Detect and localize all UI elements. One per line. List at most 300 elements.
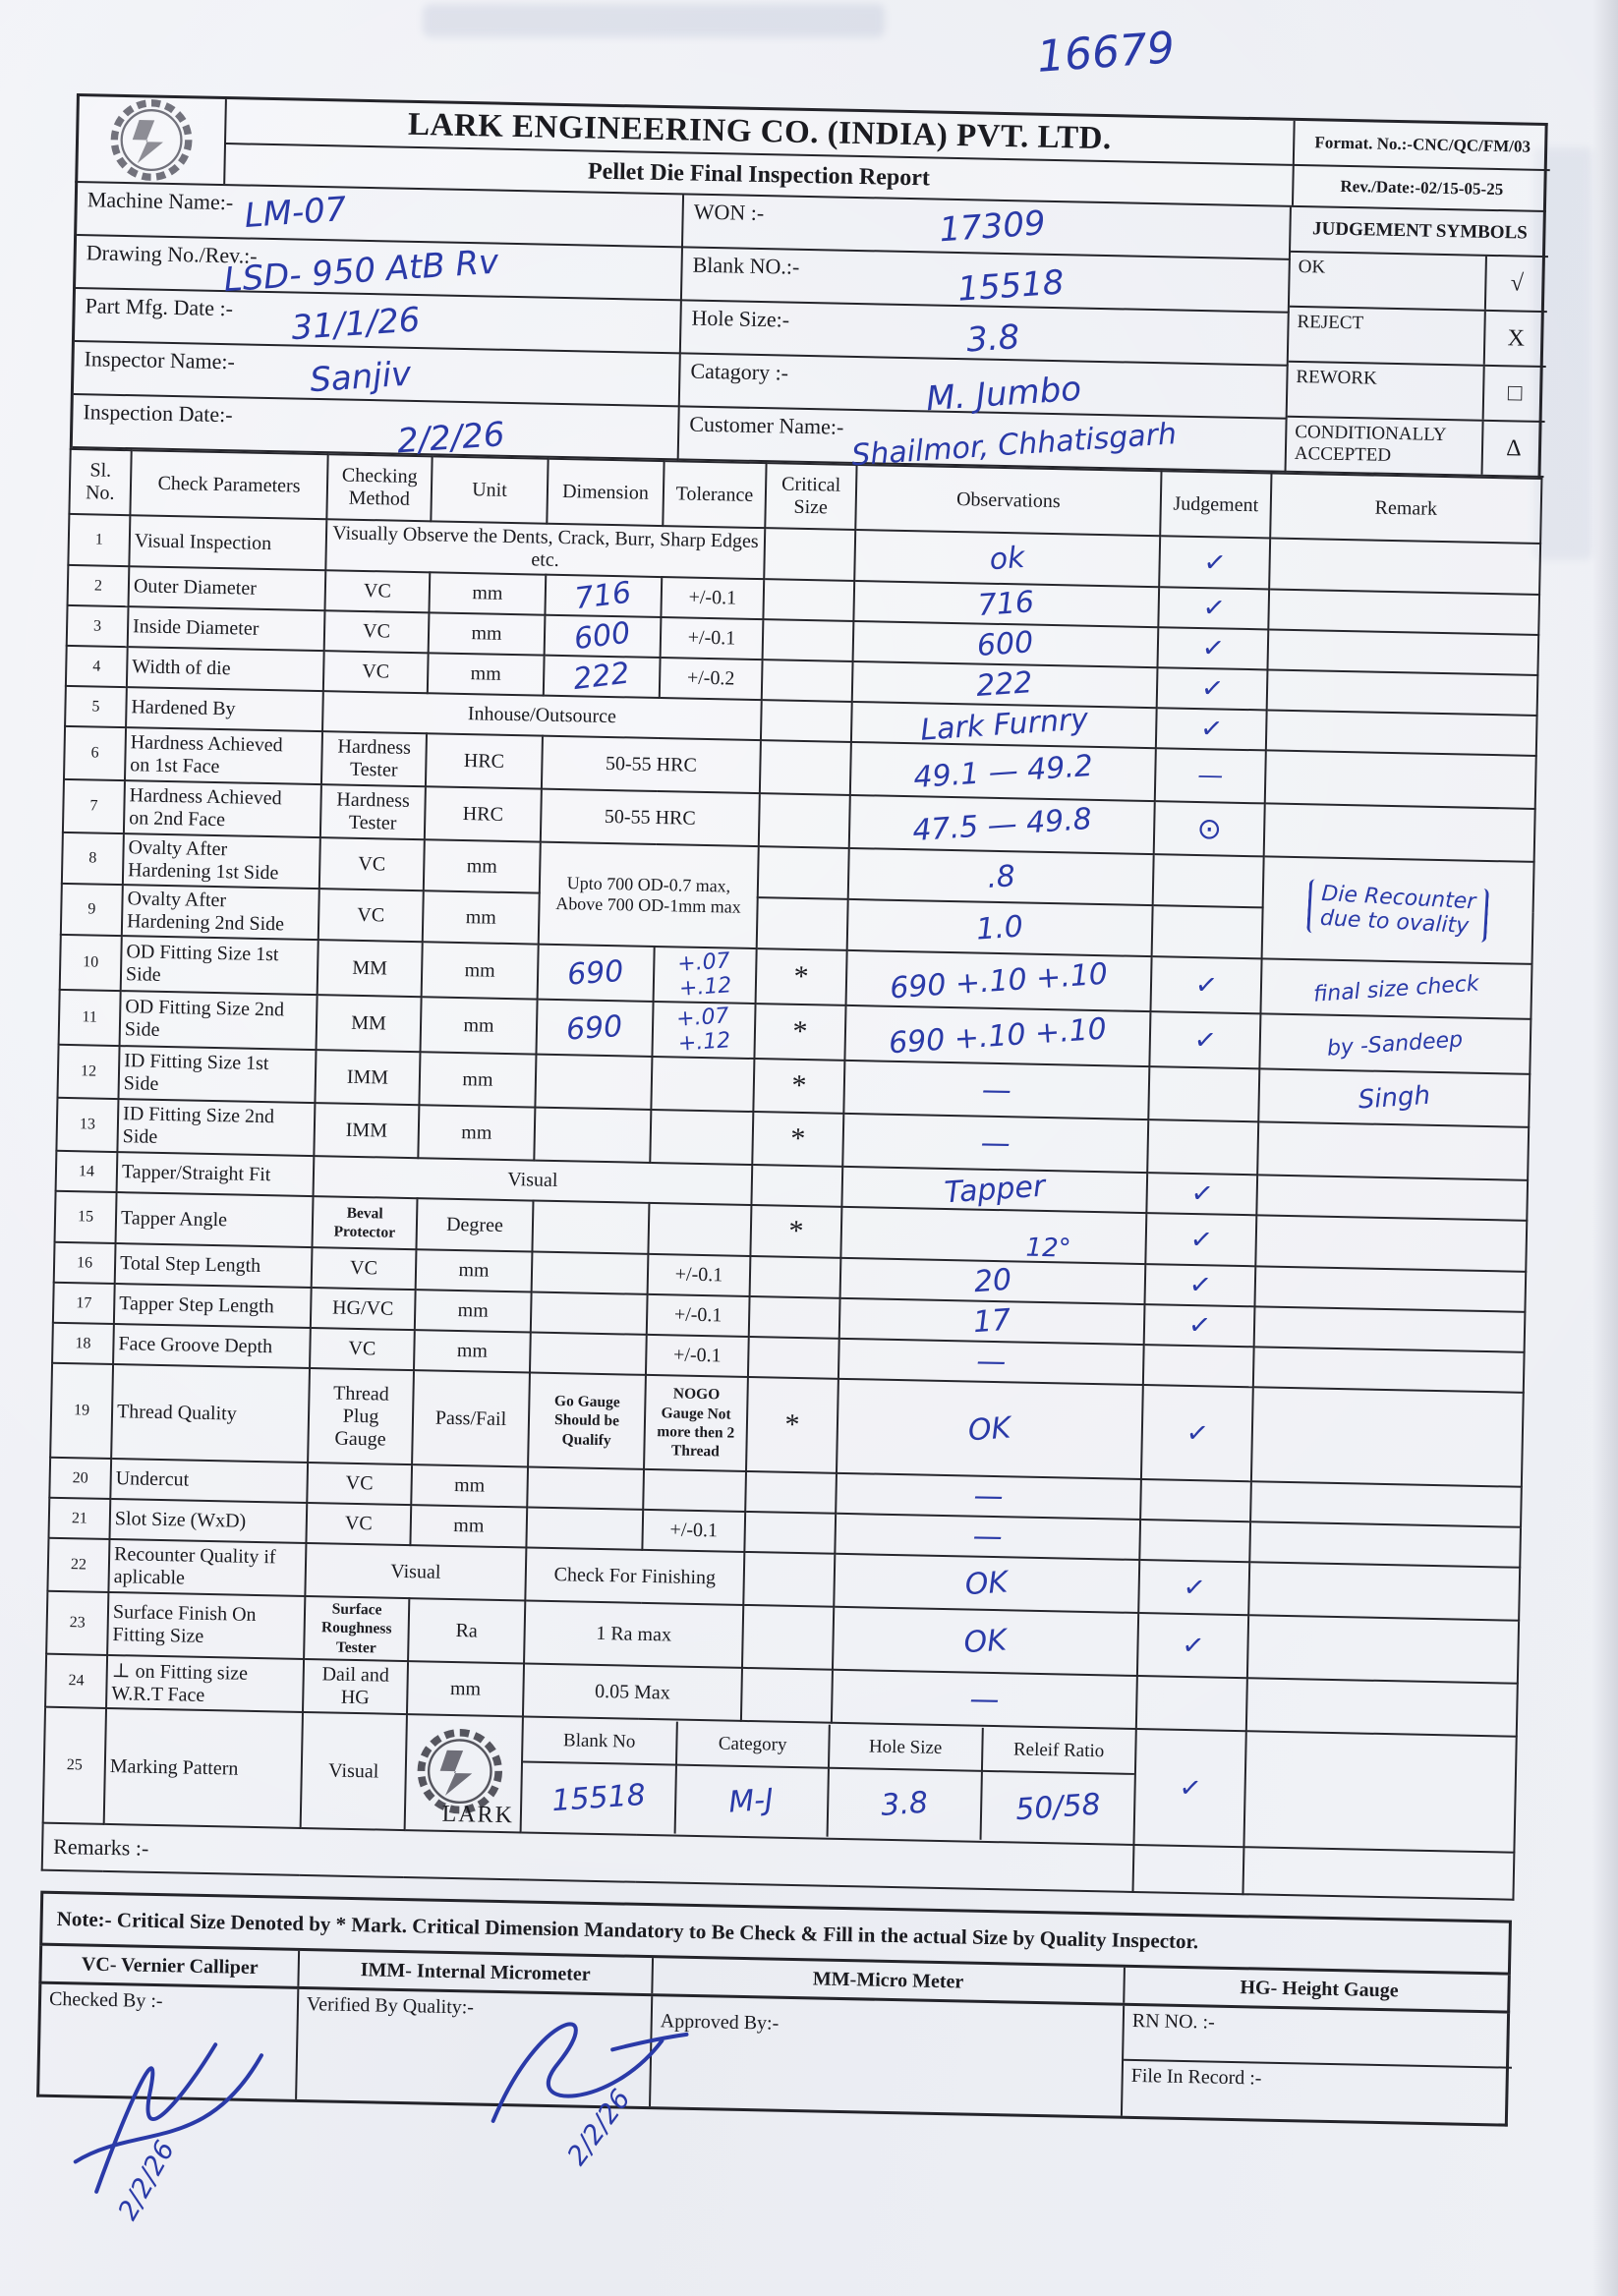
r3-unit: mm — [429, 612, 546, 655]
r15-unit: Degree — [416, 1198, 533, 1251]
r2-dimension: 716 — [573, 575, 634, 617]
r3-method: VC — [324, 610, 430, 653]
r3-remark — [1267, 629, 1538, 675]
r16-tolerance: +/-0.1 — [648, 1254, 751, 1296]
marking-subtable-cell — [521, 1717, 1136, 1845]
marking-category-value: M-J — [727, 1782, 776, 1820]
r25-method: Visual — [301, 1712, 407, 1830]
marking-releif-ratio-value: 50/58 — [1013, 1787, 1102, 1828]
r4-judgement: ✓ — [1198, 672, 1226, 706]
r22-method-span: Visual — [305, 1543, 526, 1600]
r1-param: Visual Inspection — [129, 515, 326, 570]
r5-span-note: Inhouse/Outsource — [322, 691, 762, 740]
r4-unit: mm — [428, 653, 545, 695]
blank-no-label: Blank NO.:- — [692, 252, 800, 279]
r2-remark — [1268, 589, 1539, 635]
r25-logo-cell — [405, 1714, 523, 1832]
r12-tolerance — [651, 1057, 754, 1112]
r6-method: Hardness Tester — [321, 731, 427, 786]
r17-remark — [1254, 1306, 1526, 1352]
r18-judgement — [1143, 1345, 1254, 1387]
r12-judgement — [1148, 1066, 1259, 1121]
marking-category-label: Category — [675, 1722, 829, 1768]
r11-observation: 690 +.10 +.10 — [888, 1011, 1108, 1061]
r21-observation: — — [972, 1519, 1004, 1555]
r10-remark: final size check — [1312, 970, 1480, 1007]
machine-name-value: LM-07 — [243, 190, 348, 236]
r24-method: Dail and HG — [303, 1659, 408, 1714]
r7-sl: 7 — [63, 779, 125, 833]
r1-judgement: ✓ — [1201, 545, 1228, 580]
r12-method: IMM — [315, 1050, 420, 1105]
r10-param: OD Fitting Size 1st Side — [121, 936, 318, 995]
report-title: Pellet Die Final Inspection Report — [587, 157, 931, 191]
r16-method: VC — [312, 1247, 417, 1290]
reject-label: REJECT — [1297, 311, 1364, 334]
r24-crit — [741, 1668, 833, 1723]
r12-dimension — [535, 1055, 652, 1110]
r4-method: VC — [323, 651, 429, 693]
r19-remark — [1251, 1387, 1524, 1486]
r15-param: Tapper Angle — [116, 1192, 314, 1247]
r10-tolerance: +.07 +.12 — [676, 948, 733, 1002]
judgement-symbol-rework — [1288, 363, 1546, 423]
judgement-symbol-ok — [1290, 253, 1548, 313]
r13-crit: * — [752, 1112, 843, 1167]
r13-remark — [1257, 1121, 1529, 1180]
r4-remark — [1267, 669, 1538, 716]
r7-spec: 50-55 HRC — [541, 789, 760, 846]
r1-span-note: Visually Observe the Dents, Crack, Burr, Sharp Edges etc. — [325, 519, 765, 579]
r10-sl: 10 — [60, 935, 122, 991]
r12-observation: — — [981, 1072, 1012, 1108]
r10-dimension: 690 — [566, 953, 625, 993]
r18-dimension — [530, 1333, 647, 1375]
r15-method: Beval Protector — [312, 1196, 417, 1249]
r20-tolerance — [643, 1469, 746, 1512]
checked-by-signature — [56, 1994, 297, 2245]
company-logo — [78, 96, 227, 184]
r6-observation: 49.1 — 49.2 — [912, 748, 1094, 795]
r14-judgement: ✓ — [1188, 1177, 1215, 1211]
r1-sl: 1 — [68, 514, 130, 566]
r24-spec-span: 0.05 Max — [523, 1664, 742, 1721]
die-recounter-remark: Die Recounter due to ovality — [1306, 879, 1489, 943]
r20-dimension — [527, 1466, 644, 1509]
inspector-value: Sanjiv — [309, 354, 413, 401]
r18-remark — [1253, 1347, 1525, 1393]
r6-sl: 6 — [64, 726, 126, 780]
r16-sl: 16 — [54, 1242, 116, 1284]
r5-observation: Lark Furnry — [918, 702, 1089, 748]
won-value: 17309 — [938, 203, 1047, 251]
marking-hole-size-label: Hole Size — [829, 1725, 982, 1771]
r14-observation: Tapper — [943, 1169, 1047, 1211]
r17-tolerance: +/-0.1 — [647, 1294, 750, 1337]
r19-observation: OK — [967, 1410, 1012, 1448]
r3-observation: 600 — [976, 625, 1035, 663]
r8-r9-spec: Upto 700 OD-0.7 max, Above 700 OD-1mm max — [539, 842, 759, 948]
r11-param: OD Fitting Size 2nd Side — [120, 991, 318, 1050]
r20-param: Undercut — [110, 1459, 308, 1503]
r2-method: VC — [324, 570, 430, 612]
r3-dimension: 600 — [572, 615, 633, 658]
file-in-record-label: File In Record :- — [1130, 2065, 1262, 2090]
r8-param: Ovalty After Hardening 1st Side — [123, 833, 320, 889]
info-middle-column — [679, 195, 1292, 472]
judgement-symbols-title: JUDGEMENT SYMBOLS — [1291, 207, 1549, 258]
r3-sl: 3 — [67, 605, 129, 647]
remarks-judgement-cell — [1132, 1845, 1243, 1894]
r8-method: VC — [319, 837, 425, 890]
customer-label: Customer Name:- — [689, 411, 844, 439]
legend-hg: HG- Height Gauge — [1240, 1976, 1399, 2001]
r19-judgement: ✓ — [1184, 1416, 1211, 1450]
critical-size-note: Note:- Critical Size Denoted by * Mark. Critical Dimension Mandatory to Be Check & Fill in the actual Size by Quality Inspector. — [39, 1891, 1512, 1976]
r19-method: Thread Plug Gauge — [308, 1368, 414, 1464]
r23-crit — [742, 1605, 834, 1670]
r17-sl: 17 — [53, 1283, 115, 1324]
conditionally-accepted-symbol: Δ — [1481, 422, 1545, 476]
col-tolerance: Tolerance — [663, 461, 766, 528]
r10-unit: mm — [422, 942, 539, 999]
r9-param: Ovalty After Hardening 2nd Side — [122, 885, 319, 940]
r18-unit: mm — [414, 1330, 531, 1372]
checked-by-label: Checked By :- — [48, 1987, 163, 2013]
r8-sl: 8 — [62, 832, 124, 885]
col-unit: Unit — [431, 456, 548, 523]
r15-sl: 15 — [55, 1191, 117, 1243]
r19-crit: * — [746, 1377, 838, 1473]
machine-name-label: Machine Name:- — [87, 187, 234, 215]
hole-size-label: Hole Size:- — [691, 305, 790, 332]
blank-no-value: 15518 — [956, 262, 1066, 310]
r20-unit: mm — [411, 1464, 528, 1507]
r19-tolerance: NOGO Gauge Not more then 2 Thread — [644, 1375, 748, 1471]
r7-observation: 47.5 — 49.8 — [910, 801, 1093, 848]
r4-sl: 4 — [66, 646, 128, 687]
format-number: Format. No.:-CNC/QC/FM/03 — [1293, 121, 1551, 171]
r24-param: ⊥ on Fitting size W.R.T Face — [106, 1655, 304, 1712]
r17-crit — [749, 1296, 840, 1339]
r2-judgement: ✓ — [1200, 592, 1227, 625]
r24-unit: mm — [407, 1661, 524, 1716]
r8-unit: mm — [424, 839, 541, 892]
rework-symbol: □ — [1482, 367, 1546, 421]
col-sl-no: Sl. No. — [69, 449, 131, 515]
lark-gear-logo-icon — [105, 94, 198, 187]
r23-method: Surface Roughness Tester — [304, 1596, 409, 1661]
r23-spec-span: 1 Ra max — [524, 1600, 743, 1668]
r22-observation: OK — [963, 1564, 1010, 1602]
r21-sl: 21 — [48, 1498, 110, 1539]
col-critical-size: Critical Size — [765, 463, 856, 530]
r7-unit: HRC — [425, 786, 542, 841]
r24-judgement — [1136, 1676, 1247, 1731]
verified-by-label: Verified By Quality:- — [306, 1993, 475, 2019]
r23-observation: OK — [962, 1623, 1009, 1660]
col-checking-method: Checking Method — [326, 454, 432, 521]
r4-observation: 222 — [975, 665, 1034, 704]
r21-method: VC — [306, 1503, 411, 1545]
r15-observation: 12° — [1025, 1233, 1071, 1264]
r2-observation: 716 — [977, 585, 1036, 623]
r13-method: IMM — [314, 1103, 419, 1158]
r3-crit — [763, 619, 854, 661]
r25-judgement: ✓ — [1177, 1771, 1203, 1805]
r4-tolerance: +/-0.2 — [660, 658, 763, 700]
r5-param: Hardened By — [126, 687, 323, 731]
r4-dimension: 222 — [571, 656, 632, 698]
r9-unit: mm — [423, 890, 540, 944]
rn-no-label: RN NO. :- — [1124, 2006, 1513, 2069]
r13-sl: 13 — [56, 1098, 118, 1152]
r11-judgement: ✓ — [1191, 1023, 1219, 1058]
mfg-date-value: 31/1/26 — [290, 300, 422, 349]
r10-judgement: ✓ — [1192, 968, 1220, 1003]
reject-symbol: X — [1483, 312, 1547, 366]
r19-sl: 19 — [50, 1363, 113, 1459]
r2-tolerance: +/-0.1 — [661, 577, 764, 619]
col-check-parameters: Check Parameters — [130, 450, 327, 519]
drawing-value: LSD- 950 AtB Rv — [222, 242, 500, 301]
customer-value: Shailmor, Chhatisgarh — [850, 417, 1179, 474]
category-value: M. Jumbo — [924, 369, 1083, 420]
r2-sl: 2 — [68, 565, 130, 606]
r13-unit: mm — [418, 1105, 535, 1160]
r11-method: MM — [317, 995, 422, 1052]
marking-blank-no-value: 15518 — [549, 1777, 647, 1819]
r17-param: Tapper Step Length — [114, 1284, 312, 1328]
legend-imm: IMM- Internal Micrometer — [299, 1951, 654, 1993]
bleedthrough-smudge-top — [423, 4, 885, 37]
inspection-table — [41, 448, 1543, 1901]
r7-judgement: ⊙ — [1196, 811, 1223, 847]
r11-crit: * — [754, 1004, 845, 1061]
r18-observation: — — [975, 1344, 1007, 1380]
r20-observation: — — [973, 1478, 1004, 1515]
marking-blank-no-label: Blank No — [523, 1719, 676, 1765]
r11-remark: by -Sandeep — [1326, 1027, 1465, 1062]
r5-remark — [1266, 710, 1537, 756]
r24-observation: — — [969, 1682, 1000, 1717]
svg-text:2/2/26: 2/2/26 — [112, 2136, 181, 2226]
company-name: LARK ENGINEERING CO. (INDIA) PVT. LTD. — [226, 99, 1294, 166]
revision-date: Rev./Date:-02/15-05-25 — [1292, 166, 1550, 210]
handwritten-page-number: 16679 — [1035, 23, 1177, 83]
r10-crit: * — [756, 948, 847, 1005]
col-remark: Remark — [1270, 473, 1541, 544]
r5-sl: 5 — [65, 686, 127, 727]
r15-tolerance — [648, 1203, 751, 1256]
r16-param: Total Step Length — [115, 1243, 313, 1288]
r12-param: ID Fitting Size 1st Side — [118, 1046, 316, 1103]
r7-method: Hardness Tester — [320, 784, 426, 839]
r22-remark — [1248, 1562, 1520, 1621]
verified-by-cell — [297, 1989, 653, 2171]
r15-judgement: ✓ — [1187, 1223, 1214, 1256]
r22-param: Recounter Quality if aplicable — [108, 1539, 306, 1596]
r7-crit — [759, 793, 850, 848]
r6-unit: HRC — [426, 733, 543, 788]
r14-sl: 14 — [56, 1151, 118, 1192]
judgement-symbols-box — [1287, 207, 1549, 478]
r14-crit — [751, 1165, 842, 1207]
info-left-column — [73, 183, 684, 460]
r16-crit — [750, 1256, 841, 1298]
r21-dimension — [526, 1507, 643, 1549]
r9-method: VC — [318, 889, 424, 942]
inspection-date-value: 2/2/26 — [395, 415, 506, 462]
conditionally-accepted-label: CONDITIONALLY ACCEPTED — [1294, 421, 1447, 466]
r6-judgement: — — [1196, 761, 1224, 791]
ok-symbol: √ — [1484, 257, 1548, 311]
r11-unit: mm — [420, 997, 537, 1054]
remarks-label: Remarks :- — [42, 1823, 1134, 1892]
rework-label: REWORK — [1296, 366, 1377, 389]
svg-text:2/2/26: 2/2/26 — [561, 2084, 637, 2171]
r13-dimension — [534, 1108, 651, 1163]
marking-releif-ratio-label: Releif Ratio — [981, 1728, 1134, 1774]
r8-r9-remark — [1262, 856, 1534, 963]
r8-crit — [758, 846, 849, 899]
r17-method: HG/VC — [311, 1288, 416, 1330]
r12-crit: * — [753, 1059, 844, 1114]
r25-param: Marking Pattern — [104, 1708, 303, 1828]
r19-param: Thread Quality — [111, 1364, 310, 1463]
r12-remark: Singh — [1357, 1080, 1431, 1116]
r8-observation: .8 — [985, 858, 1016, 895]
inspection-report-form — [36, 93, 1548, 2226]
marking-values-row — [522, 1762, 1134, 1843]
hole-size-value: 3.8 — [964, 316, 1021, 361]
r12-unit: mm — [419, 1052, 536, 1107]
inspection-date-label: Inspection Date:- — [83, 399, 233, 428]
r21-judgement — [1139, 1520, 1250, 1562]
r21-param: Slot Size (WxD) — [109, 1499, 307, 1543]
r23-remark — [1247, 1615, 1519, 1684]
r22-judgement: ✓ — [1181, 1571, 1207, 1604]
category-label: Catagory :- — [690, 358, 789, 385]
r11-tolerance: +.07 +.12 — [675, 1004, 732, 1057]
col-dimension: Dimension — [547, 459, 664, 526]
r15-remark — [1255, 1215, 1527, 1272]
r18-param: Face Groove Depth — [113, 1324, 311, 1368]
marking-hole-size-value: 3.8 — [879, 1785, 929, 1823]
legend-vc: VC- Vernier Calliper — [41, 1946, 300, 1986]
r20-remark — [1250, 1481, 1522, 1527]
r21-remark — [1249, 1521, 1521, 1568]
r14-span-note: Visual — [314, 1156, 753, 1205]
r6-crit — [760, 740, 851, 795]
r16-unit: mm — [416, 1249, 533, 1292]
r8-judgement — [1153, 854, 1264, 907]
won-label: WON :- — [693, 199, 765, 226]
r9-observation: 1.0 — [975, 908, 1025, 947]
r9-crit — [757, 897, 848, 950]
r21-tolerance: +/-0.1 — [642, 1510, 745, 1552]
r16-judgement: ✓ — [1186, 1268, 1214, 1302]
r16-remark — [1254, 1266, 1526, 1312]
r1-observation: ok — [988, 540, 1026, 577]
approved-by-label: Approved By:- — [660, 2010, 780, 2035]
r9-judgement — [1152, 905, 1263, 958]
r13-observation: — — [980, 1125, 1011, 1161]
r3-judgement: ✓ — [1199, 632, 1227, 665]
col-observations: Observations — [855, 465, 1161, 536]
r18-sl: 18 — [52, 1323, 114, 1364]
r3-tolerance: +/-0.1 — [661, 617, 764, 660]
r15-dimension — [532, 1201, 649, 1254]
r17-unit: mm — [415, 1290, 532, 1332]
r14-remark — [1256, 1175, 1528, 1221]
r15-crit: * — [750, 1205, 841, 1258]
remarks-remark-cell — [1242, 1847, 1514, 1900]
r20-judgement — [1140, 1479, 1251, 1521]
r18-method: VC — [310, 1328, 415, 1370]
r16-dimension — [532, 1252, 649, 1294]
r11-sl: 11 — [59, 990, 121, 1046]
judgement-symbol-reject — [1289, 308, 1547, 368]
drawing-label: Drawing No./Rev.:- — [86, 240, 258, 268]
info-section — [70, 181, 1546, 478]
r13-tolerance — [650, 1110, 753, 1165]
r4-param: Width of die — [127, 647, 324, 691]
r6-spec: 50-55 HRC — [542, 736, 761, 793]
r6-remark — [1265, 750, 1536, 809]
r2-param: Outer Diameter — [129, 566, 326, 610]
r14-param: Tapper/Straight Fit — [117, 1152, 315, 1196]
r7-param: Hardness Achieved on 2nd Face — [124, 780, 321, 837]
r20-sl: 20 — [49, 1458, 111, 1499]
r22-spec-span: Check For Finishing — [525, 1547, 744, 1604]
r19-dimension: Go Gauge Should be Qualify — [528, 1373, 646, 1469]
r25-remark — [1243, 1731, 1516, 1852]
r18-tolerance: +/-0.1 — [646, 1335, 749, 1377]
r1-crit — [764, 528, 855, 581]
r20-crit — [745, 1471, 837, 1514]
r4-crit — [762, 660, 853, 702]
r13-judgement — [1147, 1119, 1258, 1175]
r1-remark — [1269, 538, 1540, 595]
r2-crit — [763, 579, 854, 621]
r3-param: Inside Diameter — [128, 606, 325, 651]
r24-sl: 24 — [45, 1654, 107, 1708]
r7-remark — [1264, 803, 1535, 862]
scan-edge-shadow — [1592, 0, 1618, 2296]
r25-sl: 25 — [43, 1707, 106, 1824]
r18-crit — [748, 1337, 839, 1379]
r13-param: ID Fitting Size 2nd Side — [117, 1099, 315, 1156]
approved-by-cell — [651, 1996, 1125, 2116]
r20-method: VC — [307, 1463, 412, 1505]
r12-sl: 12 — [57, 1045, 119, 1099]
r22-sl: 22 — [47, 1538, 109, 1592]
r5-judgement: ✓ — [1198, 713, 1225, 746]
r17-observation: 17 — [971, 1302, 1012, 1341]
r17-judgement: ✓ — [1185, 1308, 1213, 1343]
r21-crit — [744, 1512, 836, 1554]
mfg-date-label: Part Mfg. Date :- — [85, 293, 234, 321]
r2-unit: mm — [429, 572, 546, 614]
r24-remark — [1246, 1678, 1518, 1737]
r11-dimension: 690 — [565, 1008, 624, 1048]
r23-judgement: ✓ — [1180, 1629, 1206, 1662]
legend-mm: MM-Micro Meter — [653, 1958, 1126, 2003]
r23-sl: 23 — [46, 1591, 108, 1655]
r5-crit — [761, 700, 852, 742]
r23-param: Surface Finish On Fitting Size — [107, 1592, 305, 1659]
